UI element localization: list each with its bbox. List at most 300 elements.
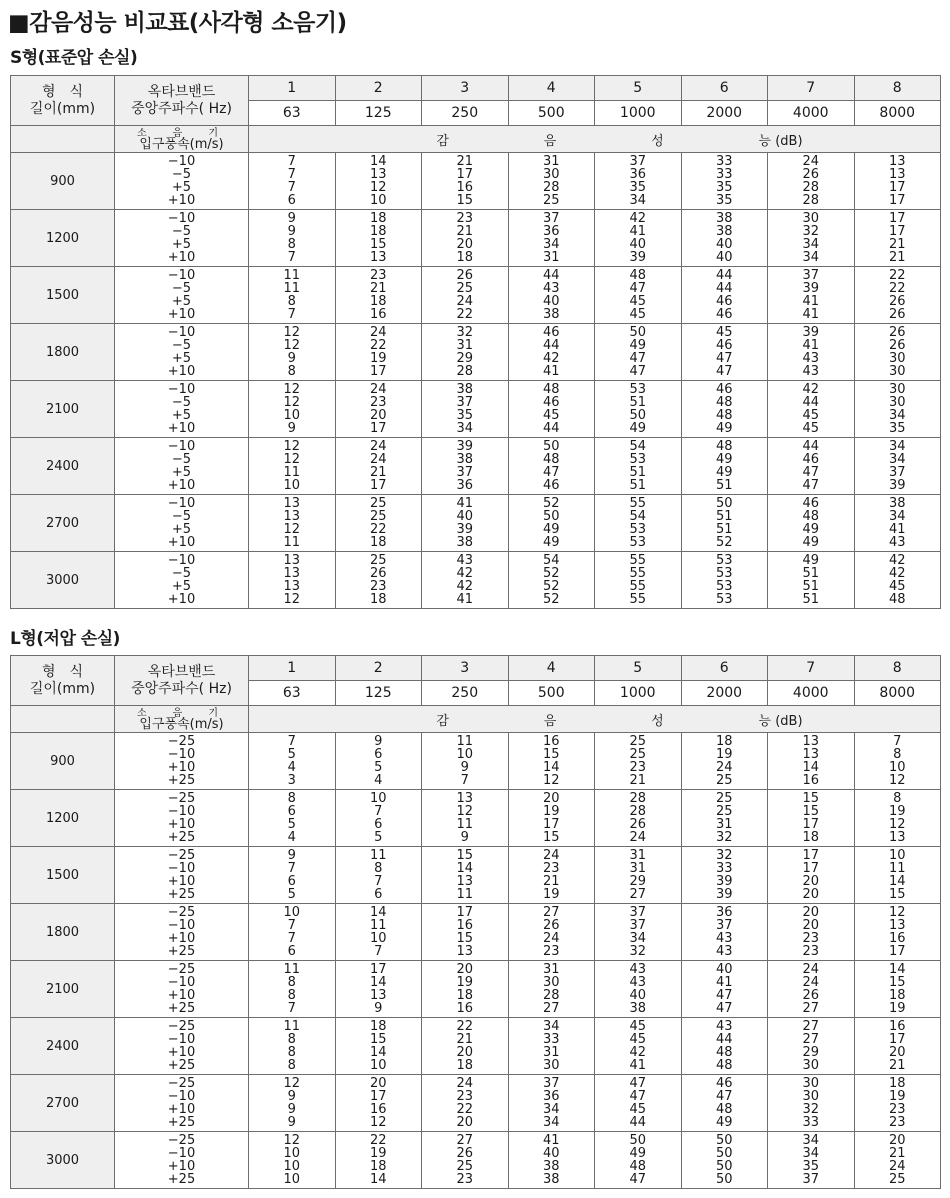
attenuation-value-cell bbox=[681, 1075, 768, 1132]
attenuation-value: 47 bbox=[715, 988, 733, 1003]
attenuation-value: 17 bbox=[888, 211, 906, 226]
attenuation-value: 12 bbox=[283, 592, 301, 607]
attenuation-value: 12 bbox=[888, 905, 906, 920]
attenuation-value: 9 bbox=[287, 1102, 296, 1117]
attenuation-value: 9 bbox=[374, 1001, 383, 1016]
attenuation-value: 24 bbox=[542, 848, 560, 863]
attenuation-value: 38 bbox=[888, 496, 906, 511]
attenuation-value: 10 bbox=[369, 1058, 387, 1073]
attenuation-value: 42 bbox=[888, 566, 906, 581]
attenuation-value: 35 bbox=[629, 180, 647, 195]
attenuation-value-cell bbox=[595, 904, 682, 961]
attenuation-value: 21 bbox=[456, 224, 474, 239]
attenuation-value-cell bbox=[768, 1075, 855, 1132]
attenuation-value: 37 bbox=[715, 918, 733, 933]
attenuation-value: 9 bbox=[287, 848, 296, 863]
attenuation-value: 40 bbox=[715, 250, 733, 265]
band-number-cell: 2 bbox=[335, 76, 422, 101]
attenuation-value: 18 bbox=[456, 250, 474, 265]
attenuation-value: 11 bbox=[283, 465, 301, 480]
attenuation-value: 15 bbox=[802, 791, 820, 806]
attenuation-value: 29 bbox=[629, 874, 647, 889]
velocity-value: +5 bbox=[171, 294, 192, 309]
attenuation-value: 18 bbox=[369, 535, 387, 550]
length-header-label-bottom: 길이(mm) bbox=[29, 100, 96, 117]
attenuation-value: 34 bbox=[888, 439, 906, 454]
attenuation-value: 45 bbox=[629, 294, 647, 309]
attenuation-value: 48 bbox=[715, 1102, 733, 1117]
attenuation-value: 25 bbox=[542, 193, 560, 208]
attenuation-value: 17 bbox=[369, 962, 387, 977]
velocity-value: −10 bbox=[167, 553, 196, 568]
velocity-value: +10 bbox=[167, 364, 196, 379]
attenuation-value: 27 bbox=[542, 1001, 560, 1016]
attenuation-value: 8 bbox=[287, 975, 296, 990]
attenuation-value-cell bbox=[854, 495, 941, 552]
attenuation-value: 12 bbox=[283, 522, 301, 537]
attenuation-value: 18 bbox=[888, 1076, 906, 1091]
attenuation-value: 45 bbox=[542, 408, 560, 423]
attenuation-label bbox=[249, 130, 940, 149]
attenuation-value: 31 bbox=[542, 962, 560, 977]
attenuation-value: 50 bbox=[542, 439, 560, 454]
attenuation-value: 6 bbox=[287, 874, 296, 889]
attenuation-value: 23 bbox=[456, 1172, 474, 1187]
attenuation-value: 41 bbox=[802, 338, 820, 353]
attenuation-value: 24 bbox=[369, 452, 387, 467]
octave-band-label: 옥타브밴드 bbox=[147, 663, 216, 680]
attenuation-value: 49 bbox=[629, 421, 647, 436]
attenuation-value: 11 bbox=[283, 962, 301, 977]
header-row-band-numbers bbox=[11, 76, 941, 101]
frequency-cell: 8000 bbox=[854, 101, 941, 126]
band-number-cell: 8 bbox=[854, 656, 941, 681]
attenuation-value: 9 bbox=[374, 734, 383, 749]
attenuation-value: 19 bbox=[542, 804, 560, 819]
band-number-cell: 5 bbox=[595, 656, 682, 681]
attenuation-value-cell bbox=[595, 790, 682, 847]
frequency-cell: 500 bbox=[508, 101, 595, 126]
attenuation-value: 12 bbox=[369, 1115, 387, 1130]
attenuation-value: 20 bbox=[456, 237, 474, 252]
attenuation-value: 50 bbox=[542, 509, 560, 524]
attenuation-value: 31 bbox=[629, 861, 647, 876]
attenuation-value: 49 bbox=[715, 421, 733, 436]
attenuation-header-cell bbox=[249, 126, 941, 153]
attenuation-value: 48 bbox=[542, 452, 560, 467]
length-cell: 1800 bbox=[11, 324, 115, 381]
attenuation-value: 26 bbox=[888, 294, 906, 309]
attenuation-value: 8 bbox=[287, 1032, 296, 1047]
attenuation-value: 40 bbox=[629, 988, 647, 1003]
attenuation-value-cell bbox=[768, 904, 855, 961]
attenuation-value: 12 bbox=[283, 382, 301, 397]
attenuation-value-cell bbox=[595, 495, 682, 552]
attenuation-value: 37 bbox=[456, 395, 474, 410]
attenuation-value: 18 bbox=[456, 988, 474, 1003]
attenuation-value: 17 bbox=[369, 1089, 387, 1104]
attenuation-value: 19 bbox=[715, 747, 733, 762]
attenuation-table-s-type bbox=[10, 75, 941, 609]
attenuation-value: 7 bbox=[287, 180, 296, 195]
attenuation-value: 55 bbox=[629, 496, 647, 511]
velocity-value: −25 bbox=[167, 791, 196, 806]
page-title: ■감음성능 비교표(사각형 소음기) bbox=[8, 10, 347, 36]
attenuation-value: 21 bbox=[369, 465, 387, 480]
attenuation-value: 52 bbox=[542, 496, 560, 511]
attenuation-value-cell bbox=[335, 210, 422, 267]
band-number-cell: 3 bbox=[422, 656, 509, 681]
attenuation-value-cell bbox=[335, 381, 422, 438]
attenuation-value: 34 bbox=[542, 1115, 560, 1130]
velocity-value: −10 bbox=[167, 325, 196, 340]
attenuation-value: 11 bbox=[283, 1019, 301, 1034]
attenuation-value-cell bbox=[854, 381, 941, 438]
velocity-value: +10 bbox=[167, 193, 196, 208]
attenuation-value-cell bbox=[249, 790, 336, 847]
attenuation-value-cell bbox=[681, 495, 768, 552]
attenuation-value-cell bbox=[508, 267, 595, 324]
attenuation-value-cell bbox=[768, 495, 855, 552]
attenuation-value: 21 bbox=[888, 250, 906, 265]
attenuation-value: 51 bbox=[802, 579, 820, 594]
attenuation-value: 37 bbox=[542, 1076, 560, 1091]
attenuation-value: 32 bbox=[715, 830, 733, 845]
attenuation-value-cell bbox=[508, 790, 595, 847]
attenuation-value: 40 bbox=[542, 294, 560, 309]
attenuation-value-cell bbox=[681, 847, 768, 904]
attenuation-value: 7 bbox=[287, 1001, 296, 1016]
attenuation-value-cell bbox=[681, 733, 768, 790]
frequency-cell: 250 bbox=[422, 681, 509, 706]
attenuation-value: 7 bbox=[374, 944, 383, 959]
center-frequency-label: 중앙주파수( Hz) bbox=[131, 680, 232, 697]
attenuation-value-cell bbox=[422, 267, 509, 324]
velocity-value: +5 bbox=[171, 579, 192, 594]
attenuation-value: 48 bbox=[629, 268, 647, 283]
attenuation-value: 21 bbox=[542, 874, 560, 889]
attenuation-value: 14 bbox=[369, 1045, 387, 1060]
attenuation-value: 22 bbox=[456, 1019, 474, 1034]
attenuation-value-cell bbox=[595, 267, 682, 324]
attenuation-value: 39 bbox=[802, 281, 820, 296]
attenuation-value-cell bbox=[595, 733, 682, 790]
velocity-cell bbox=[115, 904, 249, 961]
attenuation-value: 55 bbox=[629, 553, 647, 568]
attenuation-value: 41 bbox=[456, 496, 474, 511]
attenuation-value: 43 bbox=[629, 962, 647, 977]
attenuation-value: 13 bbox=[888, 154, 906, 169]
velocity-cell bbox=[115, 324, 249, 381]
attenuation-value: 27 bbox=[542, 905, 560, 920]
attenuation-value: 11 bbox=[283, 281, 301, 296]
attenuation-value: 29 bbox=[456, 351, 474, 366]
attenuation-value-cell bbox=[595, 961, 682, 1018]
attenuation-value: 41 bbox=[456, 592, 474, 607]
attenuation-value: 10 bbox=[283, 478, 301, 493]
velocity-value: +10 bbox=[167, 1159, 196, 1174]
attenuation-value-cell bbox=[335, 847, 422, 904]
attenuation-value: 26 bbox=[542, 918, 560, 933]
velocity-cell bbox=[115, 1075, 249, 1132]
attenuation-value: 12 bbox=[456, 804, 474, 819]
frequency-cell: 125 bbox=[335, 101, 422, 126]
attenuation-value: 15 bbox=[542, 830, 560, 845]
attenuation-value: 16 bbox=[542, 734, 560, 749]
attenuation-value: 44 bbox=[715, 281, 733, 296]
attenuation-value: 24 bbox=[802, 975, 820, 990]
attenuation-value: 10 bbox=[283, 1172, 301, 1187]
attenuation-value: 30 bbox=[802, 211, 820, 226]
attenuation-value: 32 bbox=[629, 944, 647, 959]
attenuation-value-cell bbox=[249, 1018, 336, 1075]
attenuation-value-cell bbox=[681, 904, 768, 961]
length-cell: 2400 bbox=[11, 438, 115, 495]
band-number-cell: 7 bbox=[768, 76, 855, 101]
attenuation-value: 10 bbox=[283, 1146, 301, 1161]
band-number-cell: 8 bbox=[854, 76, 941, 101]
attenuation-value: 49 bbox=[629, 1146, 647, 1161]
attenuation-value: 13 bbox=[283, 566, 301, 581]
attenuation-value: 13 bbox=[456, 791, 474, 806]
attenuation-value: 6 bbox=[374, 747, 383, 762]
attenuation-value: 47 bbox=[542, 465, 560, 480]
attenuation-value: 14 bbox=[802, 760, 820, 775]
velocity-value: −5 bbox=[171, 509, 192, 524]
velocity-value: −10 bbox=[167, 1089, 196, 1104]
attenuation-value: 34 bbox=[802, 1133, 820, 1148]
attenuation-value: 17 bbox=[369, 478, 387, 493]
attenuation-value: 50 bbox=[629, 1133, 647, 1148]
attenuation-value: 4 bbox=[374, 773, 383, 788]
attenuation-value: 15 bbox=[802, 804, 820, 819]
attenuation-value: 10 bbox=[283, 1159, 301, 1174]
attenuation-value: 33 bbox=[715, 154, 733, 169]
attenuation-value: 48 bbox=[715, 1045, 733, 1060]
attenuation-value: 23 bbox=[542, 861, 560, 876]
attenuation-value: 42 bbox=[629, 1045, 647, 1060]
attenuation-value: 42 bbox=[629, 211, 647, 226]
attenuation-value-cell bbox=[508, 733, 595, 790]
attenuation-value: 21 bbox=[369, 281, 387, 296]
velocity-cell bbox=[115, 1132, 249, 1189]
velocity-value: −5 bbox=[171, 224, 192, 239]
attenuation-value-cell bbox=[249, 153, 336, 210]
attenuation-value: 18 bbox=[715, 734, 733, 749]
attenuation-value: 49 bbox=[802, 522, 820, 537]
attenuation-value-cell bbox=[335, 267, 422, 324]
attenuation-value: 53 bbox=[629, 452, 647, 467]
attenuation-value-cell bbox=[422, 904, 509, 961]
attenuation-value-cell bbox=[249, 904, 336, 961]
attenuation-value: 13 bbox=[888, 830, 906, 845]
attenuation-value: 12 bbox=[283, 325, 301, 340]
attenuation-value: 34 bbox=[802, 250, 820, 265]
attenuation-value: 7 bbox=[374, 804, 383, 819]
attenuation-value: 26 bbox=[888, 338, 906, 353]
attenuation-value: 12 bbox=[542, 773, 560, 788]
attenuation-value: 8 bbox=[287, 294, 296, 309]
attenuation-value-cell bbox=[681, 552, 768, 609]
attenuation-value: 42 bbox=[542, 351, 560, 366]
attenuation-value: 37 bbox=[456, 465, 474, 480]
velocity-value: −5 bbox=[171, 281, 192, 296]
velocity-value: +25 bbox=[167, 1172, 196, 1187]
attenuation-value: 37 bbox=[888, 465, 906, 480]
attenuation-value: 8 bbox=[287, 1045, 296, 1060]
velocity-cell bbox=[115, 733, 249, 790]
attenuation-value: 20 bbox=[369, 1076, 387, 1091]
attenuation-value: 24 bbox=[715, 760, 733, 775]
attenuation-value-cell bbox=[422, 324, 509, 381]
attenuation-table-l-type bbox=[10, 655, 941, 1189]
attenuation-value: 27 bbox=[456, 1133, 474, 1148]
velocity-value: +5 bbox=[171, 237, 192, 252]
velocity-value: −10 bbox=[167, 268, 196, 283]
frequency-cell: 63 bbox=[249, 681, 336, 706]
attenuation-value: 40 bbox=[542, 1146, 560, 1161]
attenuation-value: 14 bbox=[888, 962, 906, 977]
attenuation-value: 10 bbox=[888, 760, 906, 775]
attenuation-value: 46 bbox=[715, 294, 733, 309]
attenuation-value: 53 bbox=[715, 566, 733, 581]
length-cell: 1500 bbox=[11, 847, 115, 904]
length-cell: 3000 bbox=[11, 552, 115, 609]
attenuation-value: 48 bbox=[715, 395, 733, 410]
attenuation-value: 55 bbox=[629, 566, 647, 581]
attenuation-value: 24 bbox=[629, 830, 647, 845]
attenuation-value: 45 bbox=[802, 408, 820, 423]
frequency-cell: 2000 bbox=[681, 681, 768, 706]
attenuation-value-cell bbox=[768, 552, 855, 609]
attenuation-value: 21 bbox=[456, 154, 474, 169]
attenuation-value: 30 bbox=[888, 395, 906, 410]
attenuation-value: 13 bbox=[283, 553, 301, 568]
velocity-value: −10 bbox=[167, 154, 196, 169]
attenuation-value: 25 bbox=[456, 281, 474, 296]
attenuation-value: 30 bbox=[802, 1089, 820, 1104]
attenuation-value-cell bbox=[595, 381, 682, 438]
attenuation-value: 19 bbox=[888, 1089, 906, 1104]
inlet-velocity-label: 입구풍속(m/s) bbox=[139, 137, 224, 152]
attenuation-value: 46 bbox=[802, 452, 820, 467]
velocity-cell bbox=[115, 210, 249, 267]
attenuation-value: 53 bbox=[629, 382, 647, 397]
attenuation-value: 34 bbox=[802, 237, 820, 252]
attenuation-value: 37 bbox=[802, 268, 820, 283]
attenuation-value: 41 bbox=[629, 1058, 647, 1073]
velocity-value: +10 bbox=[167, 478, 196, 493]
attenuation-value: 10 bbox=[456, 747, 474, 762]
attenuation-value-cell bbox=[768, 210, 855, 267]
attenuation-value: 6 bbox=[374, 817, 383, 832]
attenuation-value-cell bbox=[681, 381, 768, 438]
velocity-value: −25 bbox=[167, 962, 196, 977]
attenuation-value-cell bbox=[854, 210, 941, 267]
attenuation-value: 28 bbox=[542, 988, 560, 1003]
attenuation-header-cell bbox=[249, 706, 941, 733]
length-header-cell bbox=[11, 76, 115, 126]
attenuation-value: 13 bbox=[369, 988, 387, 1003]
attenuation-value-cell bbox=[249, 267, 336, 324]
band-number-cell: 5 bbox=[595, 76, 682, 101]
attenuation-value-cell bbox=[249, 1075, 336, 1132]
attenuation-value: 48 bbox=[715, 408, 733, 423]
table-row bbox=[11, 495, 941, 552]
attenuation-value: 36 bbox=[456, 478, 474, 493]
attenuation-value: 44 bbox=[715, 268, 733, 283]
velocity-value: −10 bbox=[167, 1146, 196, 1161]
attenuation-value: 19 bbox=[888, 804, 906, 819]
attenuation-value-cell bbox=[422, 790, 509, 847]
attenuation-value: 50 bbox=[715, 1172, 733, 1187]
octave-band-header-cell bbox=[115, 76, 249, 126]
velocity-value: −5 bbox=[171, 566, 192, 581]
attenuation-value: 8 bbox=[374, 861, 383, 876]
attenuation-value: 26 bbox=[802, 988, 820, 1003]
attenuation-value: 47 bbox=[715, 1001, 733, 1016]
attenuation-value: 7 bbox=[287, 250, 296, 265]
attenuation-value: 21 bbox=[629, 773, 647, 788]
attenuation-value: 8 bbox=[287, 988, 296, 1003]
attenuation-value: 9 bbox=[287, 1115, 296, 1130]
attenuation-value: 5 bbox=[374, 830, 383, 845]
attenuation-value: 43 bbox=[802, 351, 820, 366]
attenuation-value-cell bbox=[854, 961, 941, 1018]
attenuation-value: 16 bbox=[802, 773, 820, 788]
attenuation-value: 15 bbox=[369, 1032, 387, 1047]
attenuation-label-part: 감 bbox=[436, 133, 449, 149]
attenuation-value: 7 bbox=[287, 734, 296, 749]
attenuation-value: 35 bbox=[802, 1159, 820, 1174]
velocity-value: −25 bbox=[167, 1133, 196, 1148]
attenuation-value: 48 bbox=[542, 382, 560, 397]
attenuation-value-cell bbox=[681, 324, 768, 381]
attenuation-value: 49 bbox=[802, 535, 820, 550]
attenuation-value: 49 bbox=[715, 1115, 733, 1130]
attenuation-value: 47 bbox=[629, 364, 647, 379]
attenuation-value: 20 bbox=[802, 905, 820, 920]
table-row bbox=[11, 790, 941, 847]
attenuation-value: 16 bbox=[456, 918, 474, 933]
velocity-value: −10 bbox=[167, 1032, 196, 1047]
attenuation-value: 24 bbox=[456, 294, 474, 309]
attenuation-value: 37 bbox=[542, 211, 560, 226]
attenuation-value: 17 bbox=[369, 421, 387, 436]
attenuation-value-cell bbox=[508, 1132, 595, 1189]
attenuation-value: 30 bbox=[888, 351, 906, 366]
attenuation-value: 11 bbox=[456, 887, 474, 902]
attenuation-value: 26 bbox=[802, 167, 820, 182]
attenuation-value: 52 bbox=[542, 566, 560, 581]
attenuation-value: 48 bbox=[802, 509, 820, 524]
attenuation-value: 16 bbox=[888, 931, 906, 946]
attenuation-value-cell bbox=[335, 153, 422, 210]
attenuation-value: 22 bbox=[369, 1133, 387, 1148]
attenuation-value: 43 bbox=[888, 535, 906, 550]
attenuation-value-cell bbox=[508, 438, 595, 495]
attenuation-value: 15 bbox=[369, 237, 387, 252]
table-row bbox=[11, 153, 941, 210]
attenuation-value: 28 bbox=[629, 791, 647, 806]
frequency-cell: 8000 bbox=[854, 681, 941, 706]
attenuation-value-cell bbox=[249, 961, 336, 1018]
attenuation-value: 47 bbox=[802, 465, 820, 480]
header-row-attenuation bbox=[11, 126, 941, 153]
attenuation-label-part: 성 bbox=[651, 133, 664, 149]
attenuation-value: 18 bbox=[369, 211, 387, 226]
attenuation-value: 49 bbox=[715, 452, 733, 467]
